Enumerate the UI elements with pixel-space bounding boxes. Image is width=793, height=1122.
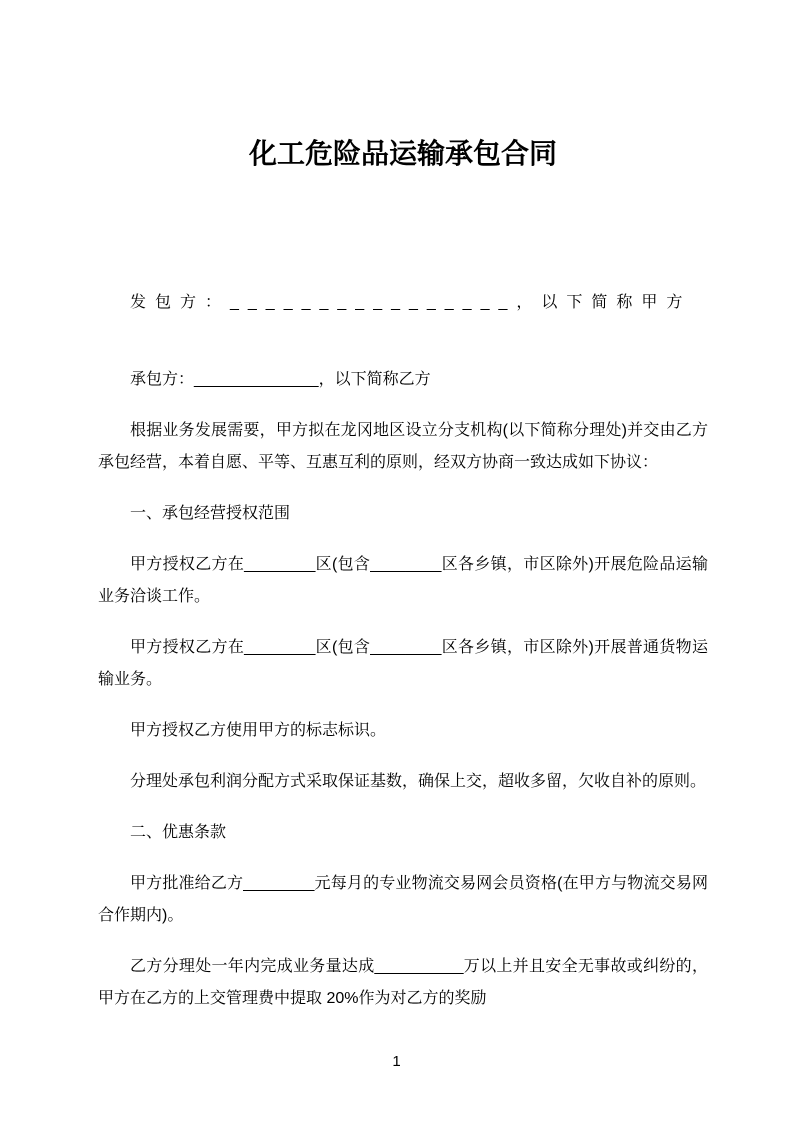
contract-title: 化工危险品运输承包合同 bbox=[248, 138, 557, 169]
section2-heading: 二、优惠条款 bbox=[130, 824, 227, 841]
page-number: 1 bbox=[392, 1053, 401, 1070]
party-a-line: 发包方：________________，以下简称甲方 bbox=[130, 294, 692, 311]
party-b-line: 承包方：______________，以下简称乙方 bbox=[130, 371, 431, 388]
section1-clause-3: 甲方授权乙方使用甲方的标志标识。 bbox=[130, 722, 387, 739]
section1-clause-1: 甲方授权乙方在________区(包含________区各乡镇，市区除外)开展危险品运输业务洽谈工作。 bbox=[98, 556, 708, 605]
section2-clause-2: 乙方分理处一年内完成业务量达成__________万以上并且安全无事故或纠纷的，甲方在乙方的上交管理费中提取 20%作为对乙方的奖励 bbox=[98, 958, 708, 1007]
section1-clause-2: 甲方授权乙方在________区(包含________区各乡镇，市区除外)开展普通货物运输业务。 bbox=[98, 639, 708, 688]
section2-clause-1: 甲方批准给乙方________元每月的专业物流交易网会员资格(在甲方与物流交易网合作期内)。 bbox=[98, 875, 708, 924]
intro-paragraph: 根据业务发展需要，甲方拟在龙冈地区设立分支机构(以下简称分理处)并交由乙方承包经营，本着自愿、平等、互惠互利的原则，经双方协商一致达成如下协议： bbox=[98, 422, 708, 471]
section1-clause-4: 分理处承包利润分配方式采取保证基数，确保上交，超收多留，欠收自补的原则。 bbox=[130, 773, 707, 790]
section1-heading: 一、承包经营授权范围 bbox=[130, 505, 291, 522]
